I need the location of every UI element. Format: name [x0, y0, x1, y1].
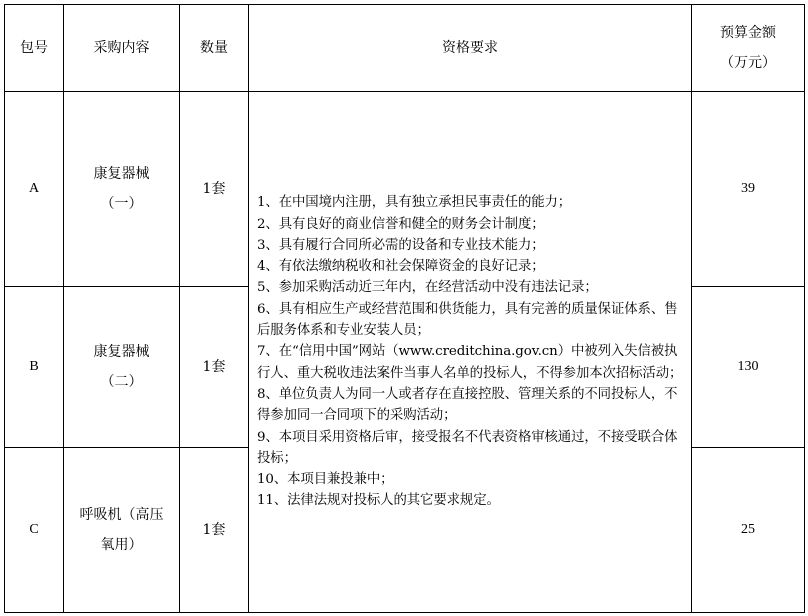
item-name-line1: 呼吸机（高压 [79, 507, 164, 523]
header-budget [692, 5, 805, 92]
header-budget-line1: 预算金额 [720, 25, 776, 41]
requirement-item: 3、具有履行合同所必需的设备和专业技术能力； [257, 237, 545, 253]
quantity: 1套 [180, 92, 249, 287]
item-name [64, 92, 180, 287]
item-name-line1: 康复器械 [93, 344, 150, 360]
table-row [5, 92, 805, 287]
header-content: 采购内容 [64, 5, 180, 92]
package-no: B [5, 287, 64, 448]
quantity: 1套 [180, 287, 249, 448]
requirement-item: 1、在中国境内注册，具有独立承担民事责任的能力； [257, 195, 572, 211]
requirement-item: 8、单位负责人为同一人或者存在直接控股、管理关系的不同投标人，不得参加同一合同项下的采购活动； [257, 386, 678, 424]
budget: 39 [692, 92, 805, 287]
requirement-item: 5、参加采购活动近三年内，在经营活动中没有违法记录； [257, 280, 598, 296]
requirement-item: 6、具有相应生产或经营范围和供货能力，具有完善的质量保证体系、售后服务体系和专业安装人员； [257, 301, 678, 339]
budget: 130 [692, 287, 805, 448]
quantity: 1套 [180, 448, 249, 613]
header-requirements: 资格要求 [249, 5, 692, 92]
requirement-item: 2、具有良好的商业信誉和健全的财务会计制度； [257, 216, 545, 232]
package-no: A [5, 92, 64, 287]
requirement-item: 9、本项目采用资格后审，接受报名不代表资格审核通过，不接受联合体投标； [257, 429, 678, 466]
requirement-item: 11、法律法规对投标人的其它要求规定。 [257, 493, 500, 509]
requirements-cell [249, 92, 692, 613]
item-name-line1: 康复器械 [93, 166, 150, 182]
requirement-item: 7、在“信用中国”网站（www.creditchina.gov.cn）中被列入失信被执行人、重大税收违法案件当事人名单的投标人，不得参加本次招标活动； [257, 344, 683, 381]
procurement-table [4, 4, 805, 613]
item-name-line2: （一） [100, 196, 143, 212]
budget: 25 [692, 448, 805, 613]
item-name [64, 287, 180, 448]
requirement-item: 10、本项目兼投兼中； [257, 472, 394, 488]
item-name [64, 448, 180, 613]
header-budget-line2: （万元） [720, 55, 776, 71]
header-quantity: 数量 [180, 5, 249, 92]
header-row [5, 5, 805, 92]
item-name-line2: 氧用） [100, 537, 143, 553]
header-package-no: 包号 [5, 5, 64, 92]
item-name-line2: （二） [100, 374, 143, 390]
package-no: C [5, 448, 64, 613]
requirement-item: 4、有依法缴纳税收和社会保障资金的良好记录； [257, 259, 545, 275]
